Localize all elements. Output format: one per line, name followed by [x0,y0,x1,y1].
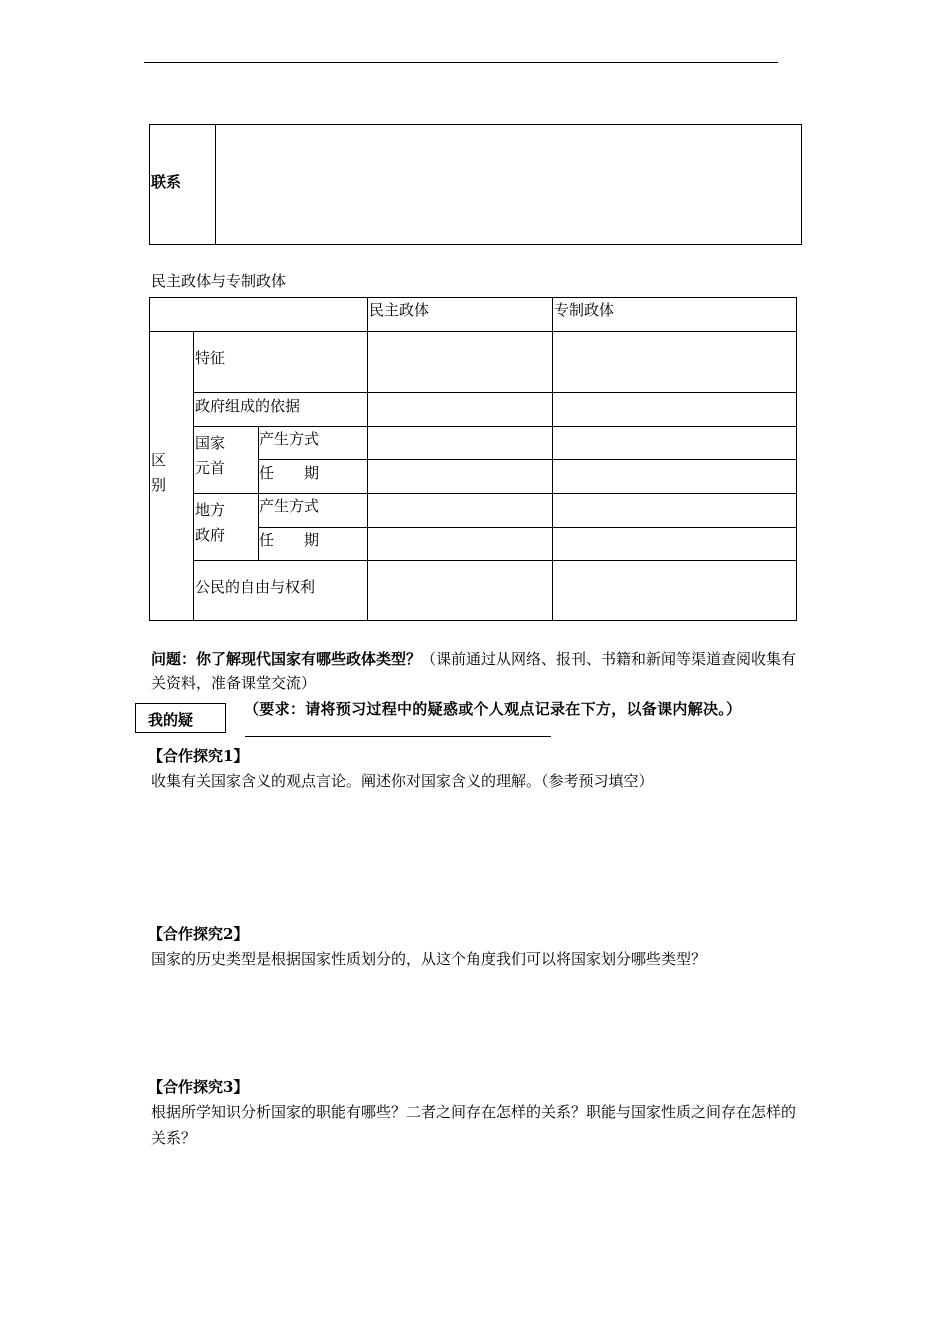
question-text: （课前通过从网络、报刊、书籍和新闻等渠道查阅收集有关资料，准备课堂交流） [151,650,797,692]
col-header-autocracy: 专制政体 [554,301,615,319]
my-doubts-label: 我的疑 [148,711,194,729]
question-bold: 问题：你了解现代国家有哪些政体类型？ [151,650,422,668]
exploration-2-title: 【合作探究2】 [148,925,249,943]
row-citizen-rights: 公民的自由与权利 [195,578,316,596]
side-label-bie: 别 [151,476,167,494]
table-line [149,331,797,332]
table-line [193,392,797,393]
question-paragraph [151,647,811,695]
table-line [258,527,797,528]
lianxi-label: 联系 [151,173,182,191]
table-line [193,331,194,621]
row-head-of-state-1: 国家 [195,434,226,452]
lianxi-divider [215,124,216,245]
row-gov-basis: 政府组成的依据 [195,397,301,415]
row-local-gov-1: 地方 [195,501,226,519]
lianxi-box [149,124,802,245]
table-line [193,560,797,561]
row-hos-method: 产生方式 [259,430,320,448]
table-line [258,459,797,460]
col-header-democracy: 民主政体 [369,301,430,319]
row-head-of-state-2: 元首 [195,459,226,477]
row-local-term: 任 期 [259,531,320,549]
table-line [552,297,553,621]
exploration-1-title: 【合作探究1】 [148,747,249,765]
table-line [367,297,368,621]
row-local-gov-2: 政府 [195,526,226,544]
row-local-method: 产生方式 [259,497,320,515]
exploration-3-body: 根据所学知识分析国家的职能有哪些？二者之间存在怎样的关系？职能与国家性质之间存在怎样的关系？ [151,1103,797,1147]
side-label-qu: 区 [151,451,167,469]
my-doubts-answer-line [245,736,551,737]
exploration-2-body: 国家的历史类型是根据国家性质划分的，从这个角度我们可以将国家划分哪些类型？ [151,950,707,968]
my-doubts-requirement: （要求：请将预习过程中的疑惑或个人观点记录在下方，以备课内解决。） [244,700,742,718]
exploration-3-title: 【合作探究3】 [148,1078,249,1096]
exploration-1-body: 收集有关国家含义的观点言论。阐述你对国家含义的理解。（参考预习填空） [151,772,654,790]
table-caption: 民主政体与专制政体 [151,272,287,290]
row-features: 特征 [195,349,226,367]
header-rule [144,62,778,63]
row-hos-term: 任 期 [259,464,320,482]
